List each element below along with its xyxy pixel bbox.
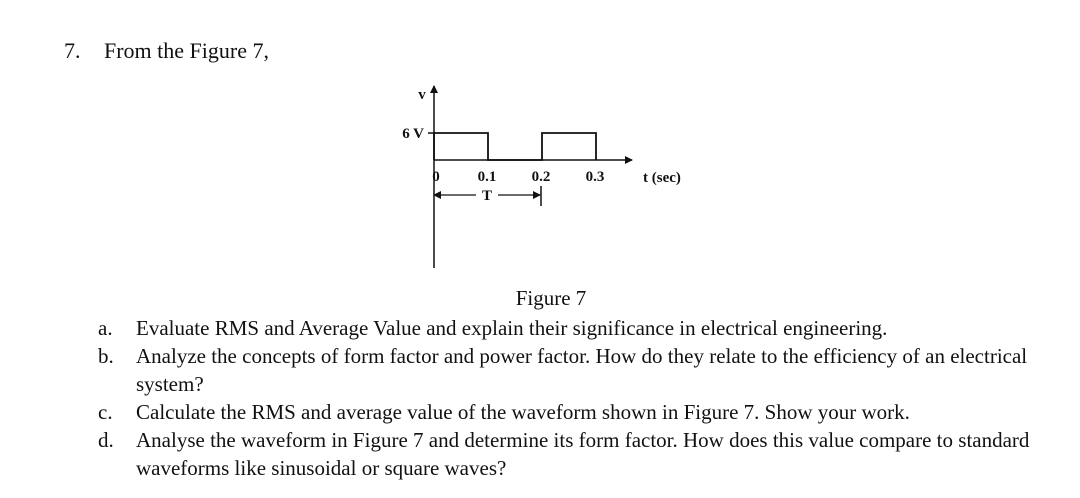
part-text: Evaluate RMS and Average Value and explain their significance in electrical engineering. — [136, 316, 888, 340]
part-text: Calculate the RMS and average value of the waveform shown in Figure 7. Show your work. — [136, 400, 910, 424]
question-text: From the Figure 7, — [104, 38, 269, 63]
tick-label-0-3: 0.3 — [585, 169, 605, 185]
part-letter: d. — [98, 428, 114, 452]
part-letter: b. — [98, 344, 114, 368]
part-a — [98, 314, 1058, 342]
figure-caption: Figure 7 — [515, 286, 587, 310]
part-d — [98, 426, 1058, 482]
part-letter: c. — [98, 400, 113, 424]
period-label: T — [481, 188, 493, 204]
x-axis-label: t (sec) — [643, 170, 681, 186]
part-c — [98, 398, 1058, 426]
y-axis-label: v — [418, 87, 426, 103]
waveform — [434, 133, 596, 160]
question-parts — [98, 314, 1058, 482]
part-letter: a. — [98, 316, 113, 340]
part-b — [98, 342, 1058, 398]
question-number: 7. — [64, 38, 81, 63]
part-text: Analyze the concepts of form factor and power factor. How do they relate to the efficiency of an electrical system? — [136, 344, 1028, 396]
level-label: 6 V — [402, 126, 424, 142]
part-text: Analyse the waveform in Figure 7 and determine its form factor. How does this value compare to standard waveforms like sinusoidal or square waves? — [136, 428, 1030, 480]
tick-label-0-1: 0.1 — [477, 169, 497, 185]
origin-label: 0 — [432, 169, 440, 185]
tick-label-0-2: 0.2 — [531, 169, 551, 185]
